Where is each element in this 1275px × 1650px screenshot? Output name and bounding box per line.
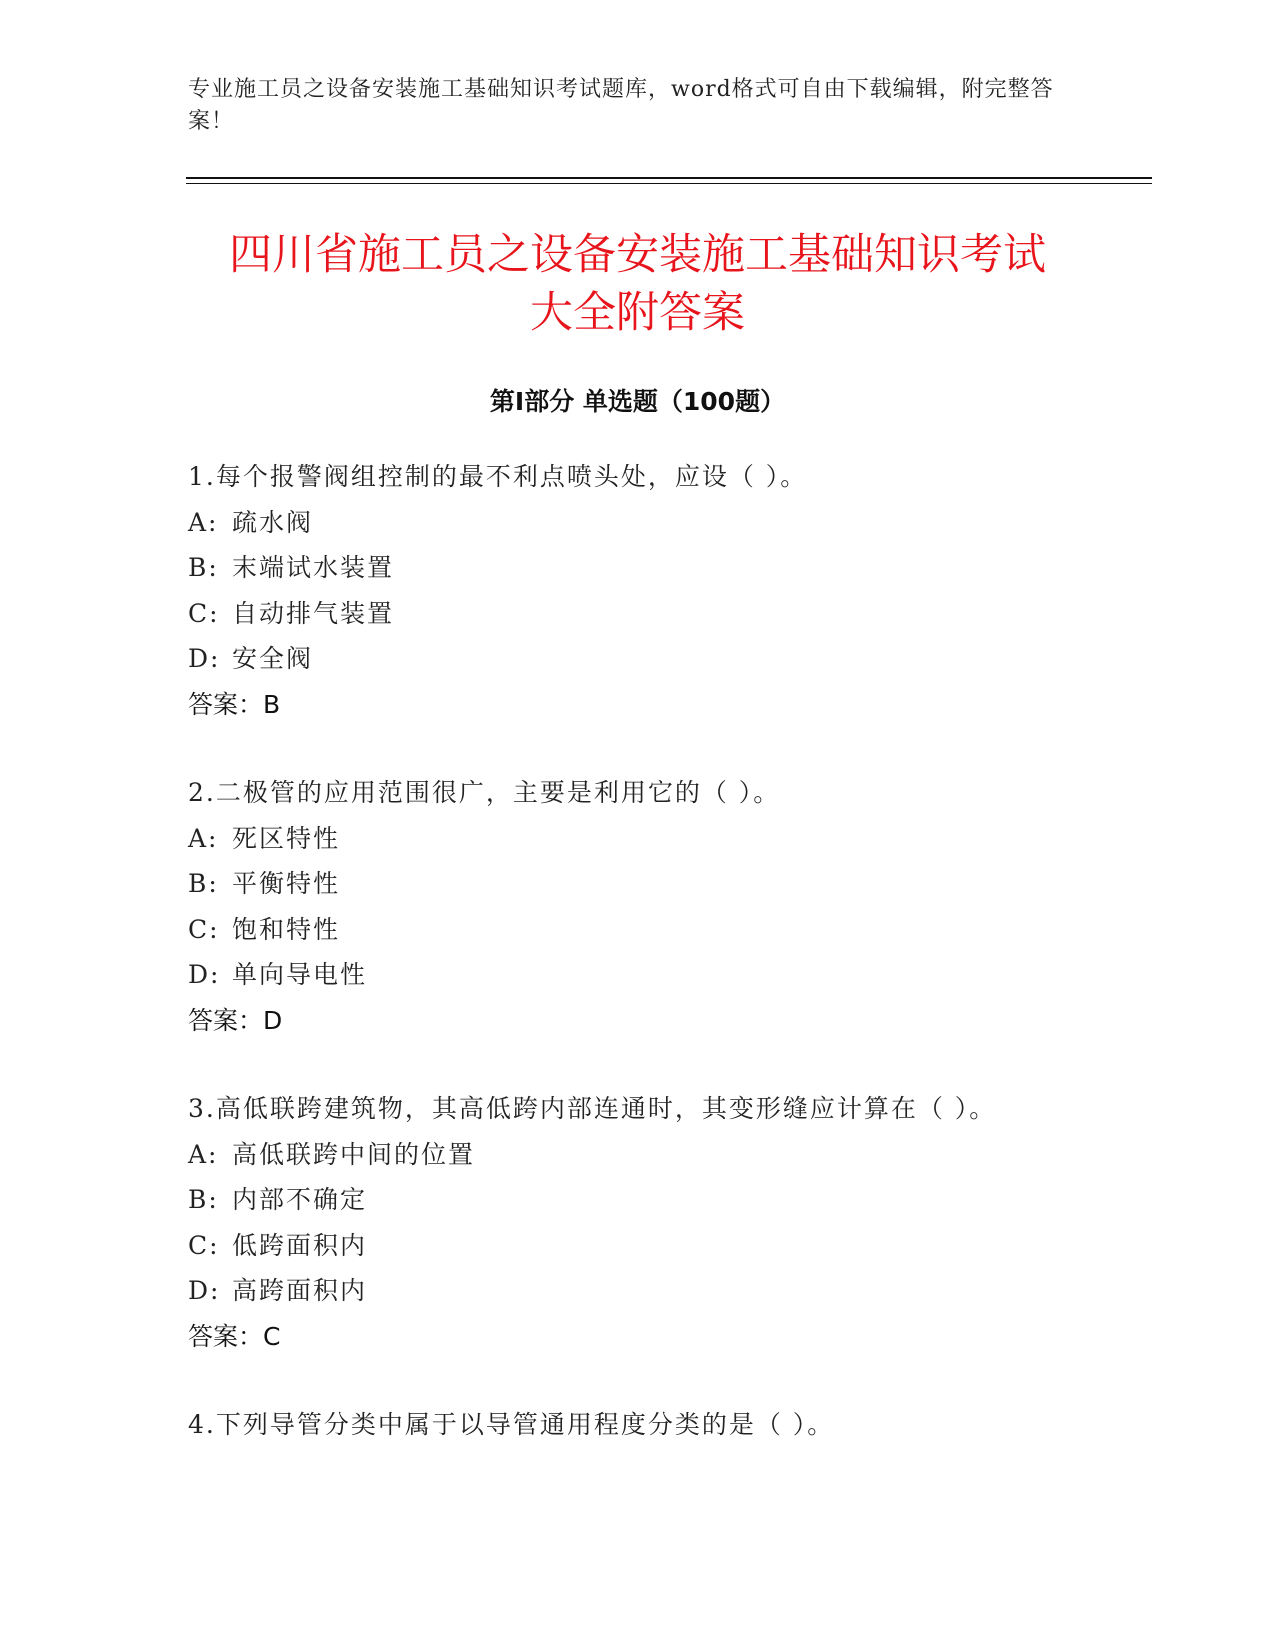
option-letter: C: (188, 1230, 220, 1260)
option-a (188, 500, 1138, 546)
option-text: 安全阀 (232, 644, 314, 673)
question-stem: 4.下列导管分类中属于以导管通用程度分类的是（ ）。 (188, 1410, 835, 1439)
option-c (188, 1223, 1138, 1269)
option-d (188, 636, 1138, 682)
option-b (188, 545, 1138, 591)
answer: 答案：D (188, 1005, 283, 1035)
option-letter: B: (188, 553, 219, 582)
option-text: 疏水阀 (232, 507, 314, 537)
option-letter: A: (188, 823, 219, 853)
question-stem: 2.二极管的应用范围很广，主要是利用它的（ ）。 (188, 778, 781, 807)
option-text: 单向导电性 (232, 960, 368, 989)
option-letter: D: (188, 960, 221, 989)
option-b (188, 1177, 1138, 1223)
option-letter: D: (188, 1276, 221, 1305)
option-letter: A: (188, 507, 219, 537)
option-text: 低跨面积内 (232, 1230, 368, 1260)
answer: 答案：C (188, 1321, 281, 1351)
header-rule-thick (186, 177, 1152, 179)
option-c (188, 591, 1138, 637)
header-note: 专业施工员之设备安装施工基础知识考试题库，word格式可自由下载编辑，附完整答案！ (188, 77, 1054, 134)
option-letter: D: (188, 644, 221, 673)
question-4 (188, 1402, 1138, 1448)
option-text: 饱和特性 (232, 914, 341, 944)
option-b (188, 861, 1138, 907)
option-letter: B: (188, 869, 219, 898)
option-letter: B: (188, 1185, 219, 1214)
question-stem: 3.高低联跨建筑物，其高低跨内部连通时，其变形缝应计算在（ ）。 (188, 1094, 997, 1123)
question-1 (188, 454, 1138, 727)
title-line-2: 大全附答案 (530, 288, 745, 338)
header-rule-thin (186, 183, 1152, 184)
option-text: 平衡特性 (232, 869, 341, 898)
option-text: 内部不确定 (232, 1185, 368, 1214)
option-letter: C: (188, 598, 220, 628)
section-title: 第Ⅰ部分 单选题（100题） (489, 387, 786, 416)
option-text: 高低联跨中间的位置 (232, 1139, 476, 1169)
option-c (188, 907, 1138, 953)
question-2 (188, 770, 1138, 1043)
option-text: 死区特性 (232, 823, 341, 853)
option-text: 自动排气装置 (232, 598, 395, 628)
option-letter: C: (188, 914, 220, 944)
answer: 答案：B (188, 689, 281, 719)
document-title (150, 226, 1125, 342)
option-a (188, 1132, 1138, 1178)
question-stem: 1.每个报警阀组控制的最不利点喷头处，应设（ ）。 (188, 462, 808, 491)
option-d (188, 952, 1138, 998)
option-text: 高跨面积内 (232, 1276, 368, 1305)
option-letter: A: (188, 1139, 219, 1169)
option-d (188, 1268, 1138, 1314)
option-a (188, 816, 1138, 862)
title-line-1: 四川省施工员之设备安装施工基础知识考试 (229, 230, 1046, 280)
option-text: 末端试水装置 (232, 553, 395, 582)
question-3 (188, 1086, 1138, 1359)
